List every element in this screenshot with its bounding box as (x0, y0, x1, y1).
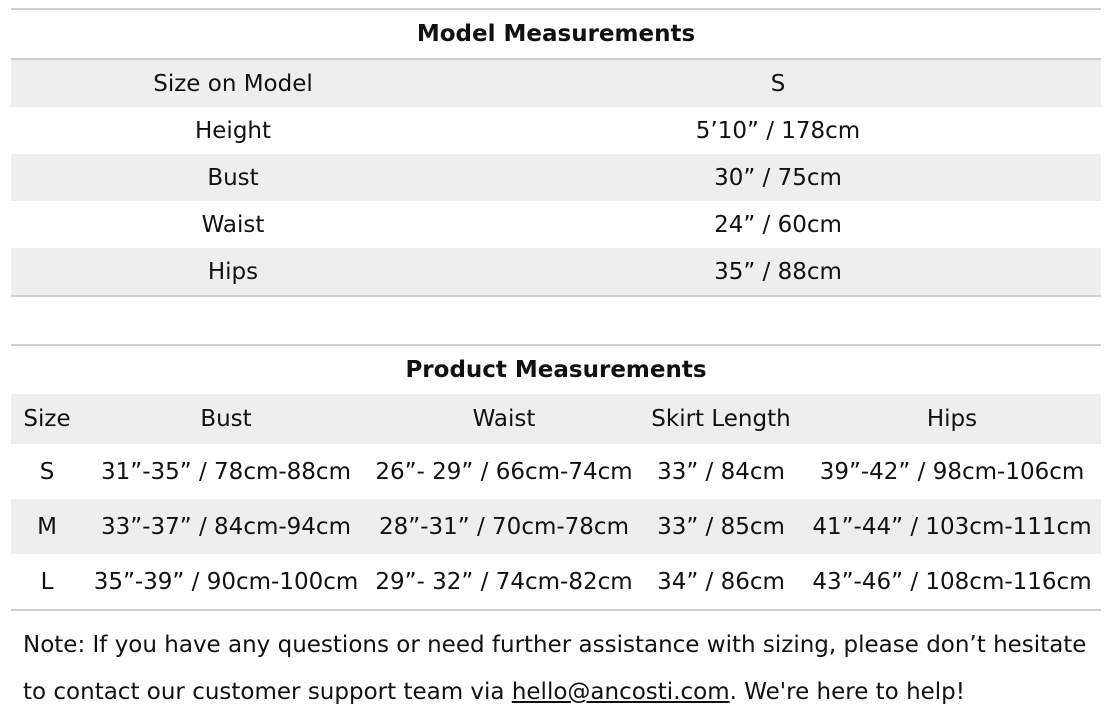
row-label: Size on Model (153, 70, 313, 97)
skirt-length-cell: 34” / 86cm (657, 568, 785, 595)
table-bottom-rule (11, 609, 1101, 611)
row-value: 30” / 75cm (714, 164, 842, 191)
product-table-title: Product Measurements (405, 357, 707, 383)
support-email-link[interactable]: hello@ancosti.com (511, 679, 730, 705)
table-row (11, 201, 1101, 248)
waist-cell: 29”- 32” / 74cm-82cm (375, 568, 633, 595)
size-cell: M (37, 513, 57, 540)
table-row (11, 499, 1101, 554)
sizing-note (23, 622, 1103, 716)
model-measurements-table (11, 8, 1101, 297)
hips-cell: 41”-44” / 103cm-111cm (812, 513, 1092, 540)
row-label: Waist (201, 211, 265, 238)
table-row (11, 444, 1101, 499)
skirt-length-cell: 33” / 85cm (657, 513, 785, 540)
row-label: Hips (207, 258, 259, 285)
skirt-length-cell: 33” / 84cm (657, 458, 785, 485)
bust-cell: 35”-39” / 90cm-100cm (93, 568, 359, 595)
column-header-skirt-length: Skirt Length (651, 406, 791, 432)
waist-cell: 26”- 29” / 66cm-74cm (375, 458, 633, 485)
row-label: Bust (207, 164, 259, 191)
table-row (11, 154, 1101, 201)
table-row (11, 60, 1101, 107)
table-bottom-rule (11, 295, 1101, 297)
column-header-waist: Waist (472, 406, 536, 432)
column-header-bust: Bust (200, 406, 252, 432)
size-cell: S (39, 458, 55, 485)
note-text-before: Note: If you have any questions or need further assistance with sizing, please don’t hesitate to contact our customer support team via (23, 632, 1087, 705)
bust-cell: 33”-37” / 84cm-94cm (101, 513, 351, 540)
hips-cell: 39”-42” / 98cm-106cm (819, 458, 1085, 485)
row-value: 5’10” / 178cm (695, 117, 861, 144)
row-label: Height (194, 117, 272, 144)
note-text-after: . We're here to help! (729, 679, 966, 705)
model-table-title: Model Measurements (416, 21, 696, 47)
waist-cell: 28”-31” / 70cm-78cm (379, 513, 629, 540)
column-header-size: Size (23, 406, 71, 432)
row-value: 35” / 88cm (714, 258, 842, 285)
row-value: 24” / 60cm (714, 211, 842, 238)
row-value: S (770, 70, 786, 97)
table-row (11, 107, 1101, 154)
size-cell: L (40, 568, 54, 595)
hips-cell: 43”-46” / 108cm-116cm (812, 568, 1092, 595)
bust-cell: 31”-35” / 78cm-88cm (101, 458, 351, 485)
column-header-hips: Hips (926, 406, 978, 432)
table-header-row (11, 394, 1101, 444)
table-row (11, 248, 1101, 295)
product-measurements-table (11, 344, 1101, 611)
table-row (11, 554, 1101, 609)
